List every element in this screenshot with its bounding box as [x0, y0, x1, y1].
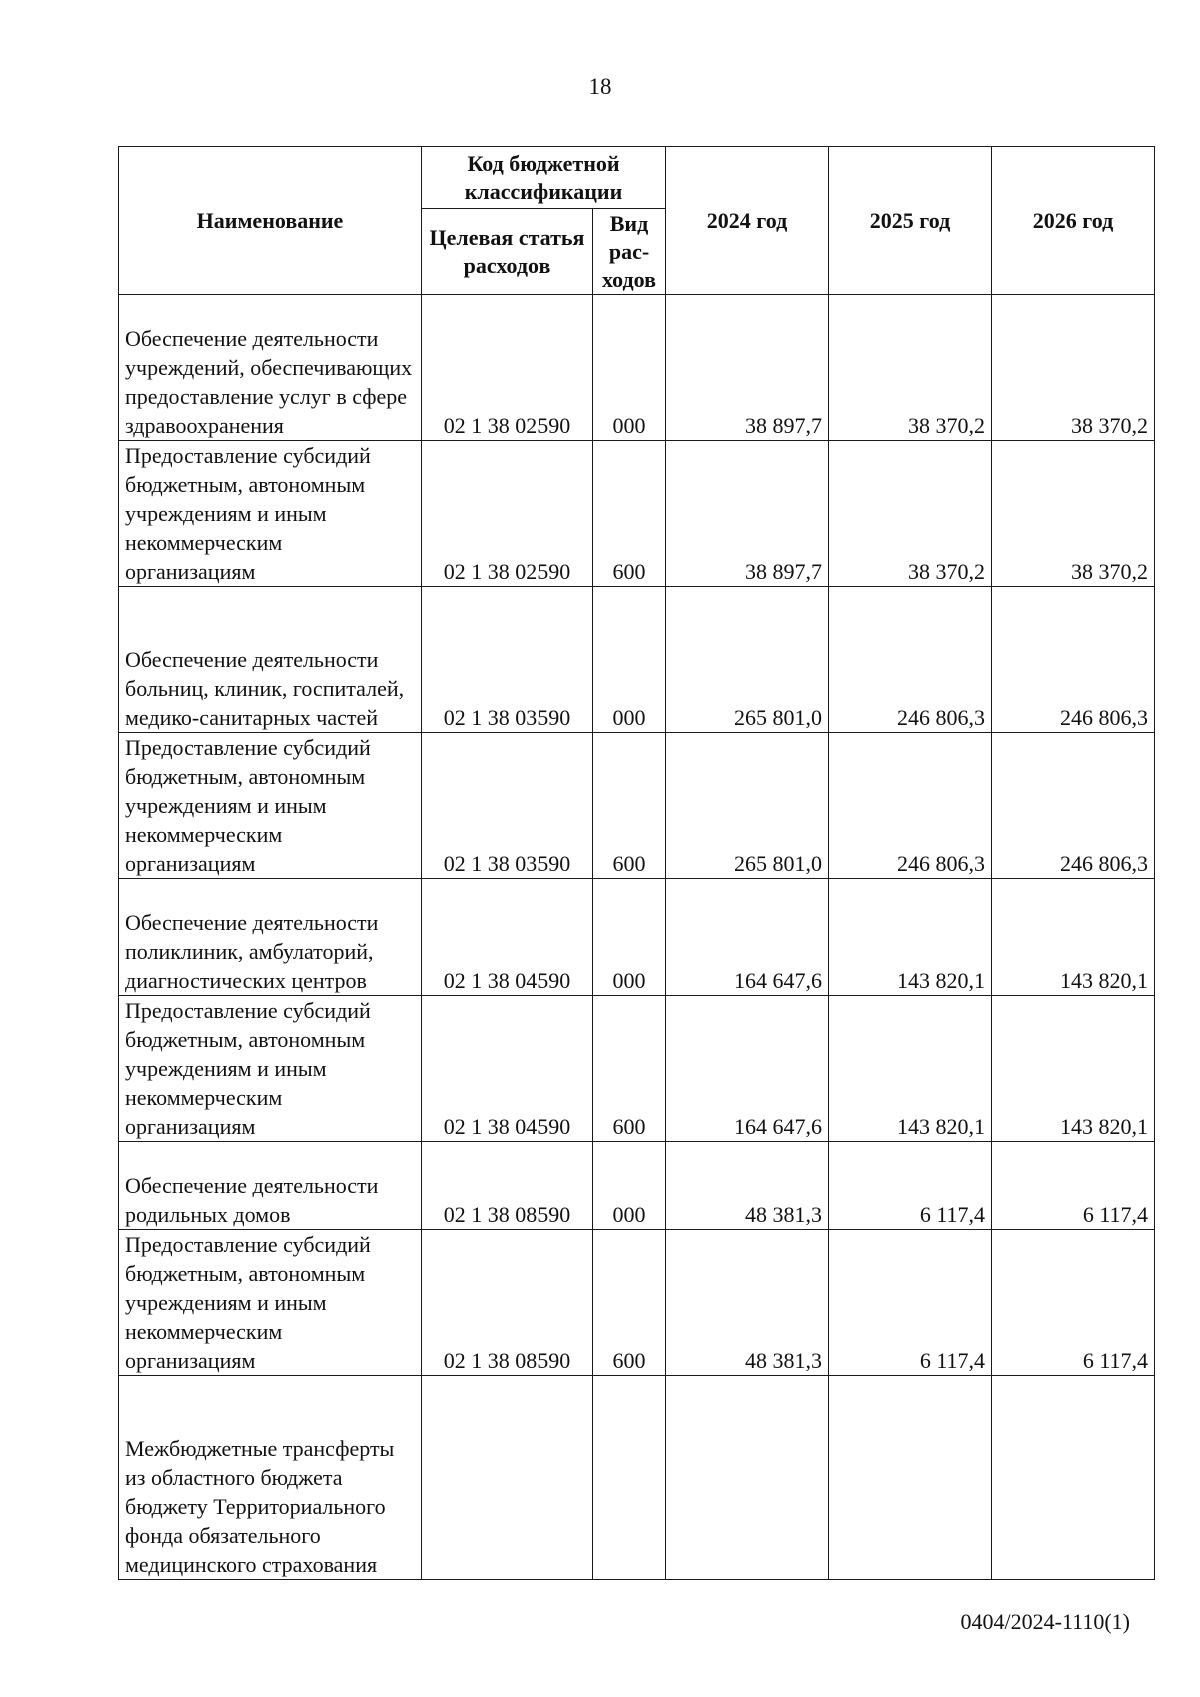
- table-row: [119, 295, 1155, 441]
- row-expense-kind: 000: [593, 587, 666, 733]
- row-value-2025: 6 117,4: [829, 1230, 992, 1376]
- row-target-article: 02 1 38 04590: [422, 879, 593, 996]
- row-value-2025: 143 820,1: [829, 879, 992, 996]
- row-value-2026: 38 370,2: [992, 441, 1155, 587]
- header-year-2024: 2024 год: [666, 147, 829, 295]
- table-row: [119, 587, 1155, 733]
- row-value-2024: 48 381,3: [666, 1230, 829, 1376]
- header-target-article: Целевая статья расходов: [422, 209, 593, 295]
- table-row: [119, 879, 1155, 996]
- row-value-2025: 246 806,3: [829, 733, 992, 879]
- row-value-2024: 48 381,3: [666, 1142, 829, 1230]
- row-value-2026: 38 370,2: [992, 295, 1155, 441]
- row-target-article: 02 1 38 03590: [422, 587, 593, 733]
- table-row: [119, 1230, 1155, 1376]
- row-expense-kind: 000: [593, 879, 666, 996]
- row-target-article: 02 1 38 04590: [422, 996, 593, 1142]
- row-value-2026: 6 117,4: [992, 1142, 1155, 1230]
- row-expense-kind: 000: [593, 1142, 666, 1230]
- header-expense-kind: Вид рас-ходов: [593, 209, 666, 295]
- row-name: Обеспечение деятельности учреждений, обеспечивающих предоставление услуг в сфере здравоохранения: [119, 295, 422, 441]
- table-row: [119, 733, 1155, 879]
- header-name: Наименование: [119, 147, 422, 295]
- row-value-2026: 246 806,3: [992, 733, 1155, 879]
- row-value-2025: 6 117,4: [829, 1142, 992, 1230]
- row-value-2025: [829, 1376, 992, 1580]
- row-target-article: 02 1 38 08590: [422, 1230, 593, 1376]
- header-year-2025: 2025 год: [829, 147, 992, 295]
- document-code: 0404/2024-1110(1): [960, 1609, 1130, 1634]
- row-name: Обеспечение деятельности больниц, клиник, госпиталей, медико-санитарных частей: [119, 587, 422, 733]
- row-value-2024: 164 647,6: [666, 879, 829, 996]
- row-expense-kind: 600: [593, 441, 666, 587]
- row-expense-kind: 600: [593, 733, 666, 879]
- row-target-article: 02 1 38 08590: [422, 1142, 593, 1230]
- row-value-2026: [992, 1376, 1155, 1580]
- table-header: [119, 147, 1155, 295]
- row-value-2025: 246 806,3: [829, 587, 992, 733]
- row-target-article: [422, 1376, 593, 1580]
- table-row: [119, 996, 1155, 1142]
- row-expense-kind: 600: [593, 1230, 666, 1376]
- table-row: [119, 441, 1155, 587]
- row-name: Обеспечение деятельности родильных домов: [119, 1142, 422, 1230]
- row-value-2024: 265 801,0: [666, 587, 829, 733]
- row-value-2025: 143 820,1: [829, 996, 992, 1142]
- row-value-2026: 246 806,3: [992, 587, 1155, 733]
- row-expense-kind: 000: [593, 295, 666, 441]
- row-target-article: 02 1 38 03590: [422, 733, 593, 879]
- row-target-article: 02 1 38 02590: [422, 441, 593, 587]
- row-value-2024: [666, 1376, 829, 1580]
- row-value-2026: 143 820,1: [992, 879, 1155, 996]
- row-value-2025: 38 370,2: [829, 295, 992, 441]
- row-name: Предоставление субсидий бюджетным, автономным учреждениям и иным некоммерческим организациям: [119, 441, 422, 587]
- header-code-group: Код бюджетной классификации: [422, 147, 666, 209]
- row-target-article: 02 1 38 02590: [422, 295, 593, 441]
- row-value-2026: 143 820,1: [992, 996, 1155, 1142]
- row-name: Межбюджетные трансферты из областного бюджета бюджету Территориального фонда обязательного медицинского страхования: [119, 1376, 422, 1580]
- row-value-2026: 6 117,4: [992, 1230, 1155, 1376]
- row-value-2024: 265 801,0: [666, 733, 829, 879]
- table-row: [119, 1376, 1155, 1580]
- row-name: Обеспечение деятельности поликлиник, амбулаторий, диагностических центров: [119, 879, 422, 996]
- row-name: Предоставление субсидий бюджетным, автономным учреждениям и иным некоммерческим организациям: [119, 733, 422, 879]
- table-body: [119, 295, 1155, 1580]
- row-name: Предоставление субсидий бюджетным, автономным учреждениям и иным некоммерческим организациям: [119, 996, 422, 1142]
- row-expense-kind: 600: [593, 996, 666, 1142]
- row-value-2024: 38 897,7: [666, 441, 829, 587]
- row-value-2024: 164 647,6: [666, 996, 829, 1142]
- budget-table: [118, 146, 1155, 1580]
- row-value-2024: 38 897,7: [666, 295, 829, 441]
- table-row: [119, 1142, 1155, 1230]
- row-name: Предоставление субсидий бюджетным, автономным учреждениям и иным некоммерческим организациям: [119, 1230, 422, 1376]
- header-year-2026: 2026 год: [992, 147, 1155, 295]
- row-value-2025: 38 370,2: [829, 441, 992, 587]
- row-expense-kind: [593, 1376, 666, 1580]
- page-number: 18: [588, 74, 612, 99]
